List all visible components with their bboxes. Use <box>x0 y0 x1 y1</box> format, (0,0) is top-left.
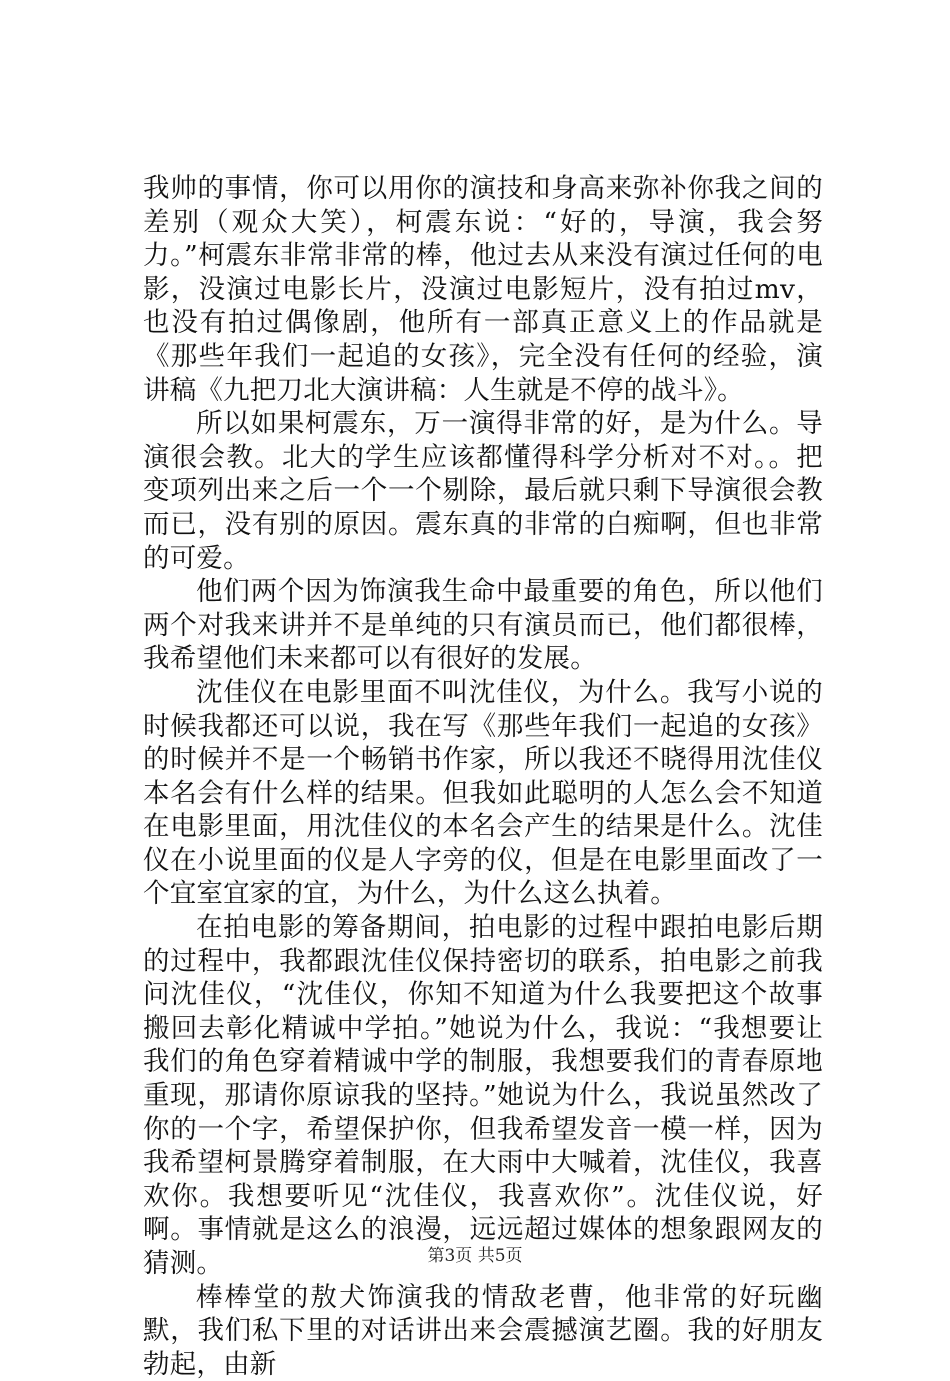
paragraph-continued: 我帅的事情，你可以用你的演技和身高来弥补你我之间的差别（观众大笑），柯震东说：“好的，导演，我会努力。”柯震东非常非常的棒，他过去从来没有演过任何的电影，没演过电影长片，没演过电影短片，没有拍过mv，也没有拍过偶像剧，他所有一部真正意义上的作品就是《那些年我们一起追的女孩》，完全没有任何的经验，演讲稿《九把刀北大演讲稿：人生就是不停的战斗》。 <box>143 173 823 406</box>
page-number-footer: 第3页 共5页 <box>427 1246 523 1266</box>
paragraph: 所以如果柯震东，万一演得非常的好，是为什么。导演很会教。北大的学生应该都懂得科学分析对不对。。把变项列出来之后一个一个剔除，最后就只剩下导演很会教而已，没有别的原因。震东真的非常的白痴啊，但也非常的可爱。 <box>143 408 823 574</box>
body-text <box>143 172 823 1381</box>
paragraph: 沈佳仪在电影里面不叫沈佳仪，为什么。我写小说的时候我都还可以说，我在写《那些年我们一起追的女孩》的时候并不是一个畅销书作家，所以我还不晓得用沈佳仪本名会有什么样的结果。但我如此聪明的人怎么会不知道在电影里面，用沈佳仪的本名会产生的结果是什么。沈佳仪在小说里面的仪是人字旁的仪，但是在电影里面改了一个宜室宜家的宜，为什么，为什么这么执着。 <box>143 676 823 910</box>
paragraph: 他们两个因为饰演我生命中最重要的角色，所以他们两个对我来讲并不是单纯的只有演员而已，他们都很棒，我希望他们未来都可以有很好的发展。 <box>143 576 823 675</box>
paragraph: 在拍电影的筹备期间，拍电影的过程中跟拍电影后期的过程中，我都跟沈佳仪保持密切的联系，拍电影之前我问沈佳仪，“沈佳仪，你知不知道为什么我要把这个故事搬回去彰化精诚中学拍。”她说为什么，我说：“我想要让我们的角色穿着精诚中学的制服，我想要我们的青春原地重现，那请你原谅我的坚持。”她说为什么，我说虽然改了你的一个字，希望保护你，但我希望发音一模一样，因为我希望柯景腾穿着制服，在大雨中大喊着，沈佳仪，我喜欢你。我想要听见“沈佳仪，我喜欢你”。沈佳仪说，好啊。事情就是这么的浪漫，远远超过媒体的想象跟网友的猜测。 <box>143 912 823 1279</box>
paragraph: 棒棒堂的敖犬饰演我的情敌老曹，他非常的好玩幽默，我们私下里的对话讲出来会震撼演艺圈。我的好朋友勃起，由新 <box>143 1281 823 1380</box>
